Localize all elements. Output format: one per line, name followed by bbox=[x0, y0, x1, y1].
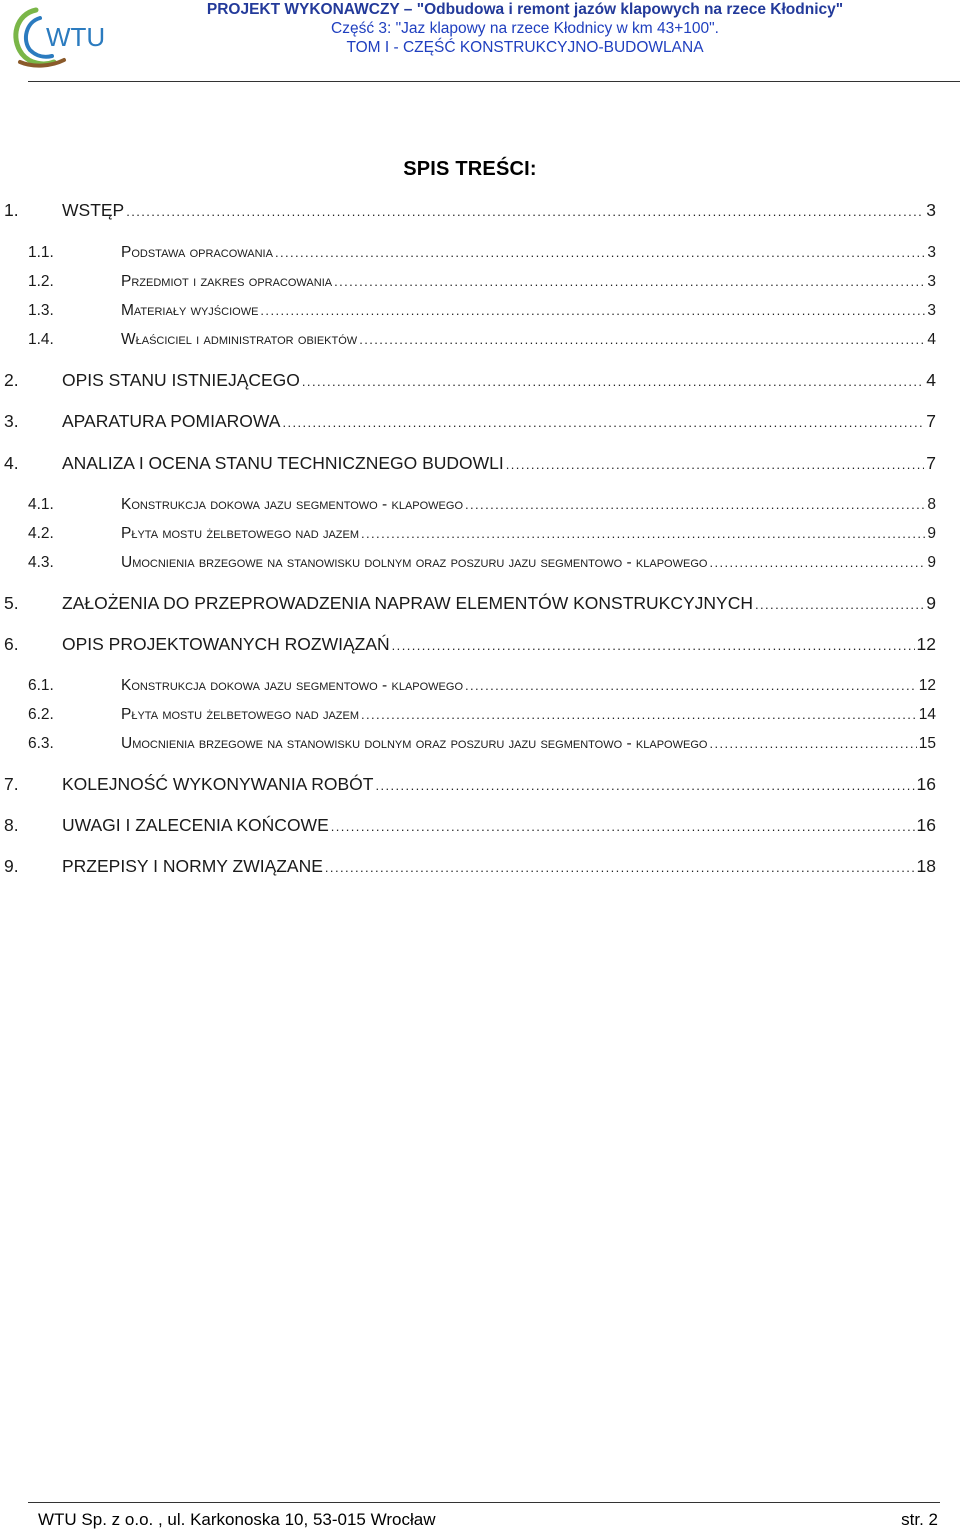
toc-leader-dots bbox=[361, 526, 925, 541]
toc-entry-number: 5. bbox=[4, 593, 19, 613]
toc-entry-label: Płyta mostu żelbetowego nad jazem bbox=[121, 706, 360, 723]
toc-entry-number: 4.3. bbox=[28, 554, 54, 571]
toc-leader-dots bbox=[465, 678, 917, 693]
header-part-title: Część 3: "Jaz klapowy na rzece Kłodnicy w km 43+100". bbox=[331, 20, 719, 37]
toc-entry-page: 3 bbox=[926, 200, 936, 220]
toc-leader-dots bbox=[260, 303, 925, 318]
toc-entry[interactable] bbox=[28, 273, 936, 291]
toc-entry-number: 1.4. bbox=[28, 331, 54, 348]
toc-entry-page: 3 bbox=[927, 302, 936, 319]
toc-entry-page: 16 bbox=[916, 815, 936, 835]
toc-entry-number: 6.2. bbox=[28, 706, 54, 723]
toc-entry-page: 9 bbox=[927, 554, 936, 571]
toc-entry[interactable] bbox=[4, 856, 936, 877]
toc-leader-dots bbox=[755, 597, 924, 612]
toc-entry-page: 14 bbox=[918, 706, 936, 723]
toc-entry[interactable] bbox=[28, 735, 936, 753]
page-header bbox=[0, 0, 960, 84]
header-volume-title: TOM I - CZĘŚĆ KONSTRUKCYJNO-BUDOWLANA bbox=[346, 39, 704, 56]
toc-entry-label: OPIS PROJEKTOWANYCH ROZWIĄZAŃ bbox=[62, 634, 390, 654]
toc-leader-dots bbox=[506, 457, 924, 472]
toc-entry-number: 7. bbox=[4, 774, 19, 794]
toc-entry-page: 3 bbox=[927, 273, 936, 290]
header-divider bbox=[28, 81, 960, 82]
toc-entry[interactable] bbox=[28, 706, 936, 724]
toc-entry-page: 15 bbox=[918, 735, 936, 752]
toc-entry[interactable] bbox=[4, 200, 936, 221]
toc-entry-number: 6.1. bbox=[28, 677, 54, 694]
toc-entry[interactable] bbox=[28, 525, 936, 543]
toc-entry-label: KOLEJNOŚĆ WYKONYWANIA ROBÓT bbox=[62, 774, 374, 794]
toc-leader-dots bbox=[282, 415, 924, 430]
toc-entry-number: 4.2. bbox=[28, 525, 54, 542]
toc-entry[interactable] bbox=[4, 634, 936, 655]
toc-entry-number: 4. bbox=[4, 453, 19, 473]
toc-entry-page: 4 bbox=[926, 370, 936, 390]
toc-leader-dots bbox=[709, 555, 925, 570]
toc-entry-label: ZAŁOŻENIA DO PRZEPROWADZENIA NAPRAW ELEMENTÓW KONSTRUKCYJNYCH bbox=[62, 593, 754, 613]
toc-entry-label: Podstawa opracowania bbox=[121, 244, 273, 261]
toc-entry[interactable] bbox=[28, 331, 936, 349]
header-project-title: PROJEKT WYKONAWCZY – "Odbudowa i remont jazów klapowych na rzece Kłodnicy" bbox=[206, 1, 844, 18]
toc-entry-number: 1.2. bbox=[28, 273, 54, 290]
toc-entry[interactable] bbox=[4, 411, 936, 432]
toc-entry-page: 18 bbox=[916, 856, 936, 876]
toc-entry-number: 2. bbox=[4, 370, 19, 390]
toc-leader-dots bbox=[709, 736, 916, 751]
toc-entry[interactable] bbox=[4, 815, 936, 836]
toc-entry-number: 1. bbox=[4, 200, 19, 220]
footer-divider bbox=[28, 1502, 940, 1503]
toc-entry-label: UWAGI I ZALECENIA KOŃCOWE bbox=[62, 815, 329, 835]
toc-entry[interactable] bbox=[28, 677, 936, 695]
toc-leader-dots bbox=[302, 374, 924, 389]
toc-entry-label: OPIS STANU ISTNIEJĄCEGO bbox=[62, 370, 300, 390]
toc-leader-dots bbox=[331, 819, 915, 834]
toc-entry-page: 9 bbox=[927, 525, 936, 542]
toc-entry[interactable] bbox=[28, 496, 936, 514]
toc-leader-dots bbox=[361, 707, 917, 722]
toc-entry-label: Przedmiot i zakres opracowania bbox=[121, 273, 333, 290]
toc-entry-label: Konstrukcja dokowa jazu segmentowo - klapowego bbox=[121, 496, 464, 513]
footer-page-number: str. 2 bbox=[901, 1510, 938, 1529]
header-text bbox=[110, 0, 940, 57]
toc-entry-page: 4 bbox=[927, 331, 936, 348]
toc-entry-label: PRZEPISY I NORMY ZWIĄZANE bbox=[62, 856, 323, 876]
toc-entry-label: ANALIZA I OCENA STANU TECHNICZNEGO BUDOWLI bbox=[62, 453, 504, 473]
toc-entry[interactable] bbox=[4, 593, 936, 614]
wtu-logo bbox=[8, 4, 104, 68]
toc-leader-dots bbox=[375, 778, 914, 793]
toc-entry-label: APARATURA POMIAROWA bbox=[62, 411, 281, 431]
toc-entry[interactable] bbox=[28, 554, 936, 572]
toc-entry-page: 7 bbox=[926, 453, 936, 473]
toc-entry-page: 8 bbox=[927, 496, 936, 513]
toc-leader-dots bbox=[392, 638, 915, 653]
toc-leader-dots bbox=[126, 204, 924, 219]
toc-leader-dots bbox=[359, 332, 925, 347]
toc-entry-number: 1.1. bbox=[28, 244, 54, 261]
toc-entry-label: Umocnienia brzegowe na stanowisku dolnym oraz poszuru jazu segmentowo - klapowego bbox=[121, 554, 708, 571]
toc-entry-number: 6. bbox=[4, 634, 19, 654]
toc-leader-dots bbox=[325, 860, 915, 875]
toc-entry-page: 12 bbox=[918, 677, 936, 694]
toc-entry[interactable] bbox=[4, 370, 936, 391]
toc-entry-label: Właściciel i administrator obiektów bbox=[121, 331, 358, 348]
toc-entry-label: Umocnienia brzegowe na stanowisku dolnym oraz poszuru jazu segmentowo - klapowego bbox=[121, 735, 708, 752]
toc-leader-dots bbox=[465, 497, 925, 512]
toc-entry[interactable] bbox=[28, 302, 936, 320]
toc-entry-page: 9 bbox=[926, 593, 936, 613]
toc-entry-number: 8. bbox=[4, 815, 19, 835]
toc-leader-dots bbox=[275, 245, 925, 260]
footer-company: WTU Sp. z o.o. , ul. Karkonoska 10, 53-015 Wrocław bbox=[38, 1510, 436, 1529]
toc-entry[interactable] bbox=[28, 244, 936, 262]
toc-entry[interactable] bbox=[4, 453, 936, 474]
toc-entry-label: Materiały wyjściowe bbox=[121, 302, 259, 319]
toc-entry-label: Konstrukcja dokowa jazu segmentowo - klapowego bbox=[121, 677, 464, 694]
toc-entry-number: 9. bbox=[4, 856, 19, 876]
toc-entry[interactable] bbox=[4, 774, 936, 795]
toc-entry-number: 1.3. bbox=[28, 302, 54, 319]
toc-entry-page: 16 bbox=[916, 774, 936, 794]
logo-lettering: WTU bbox=[46, 22, 104, 52]
toc-entry-label: Płyta mostu żelbetowego nad jazem bbox=[121, 525, 360, 542]
toc-entry-number: 6.3. bbox=[28, 735, 54, 752]
toc-entry-number: 4.1. bbox=[28, 496, 54, 513]
toc-entry-number: 3. bbox=[4, 411, 19, 431]
toc-title: SPIS TREŚCI: bbox=[403, 158, 537, 180]
toc-entry-label: WSTĘP bbox=[62, 200, 125, 220]
toc-entry-page: 12 bbox=[916, 634, 936, 654]
toc-entry-page: 7 bbox=[926, 411, 936, 431]
toc-leader-dots bbox=[334, 274, 925, 289]
toc-entry-page: 3 bbox=[927, 244, 936, 261]
